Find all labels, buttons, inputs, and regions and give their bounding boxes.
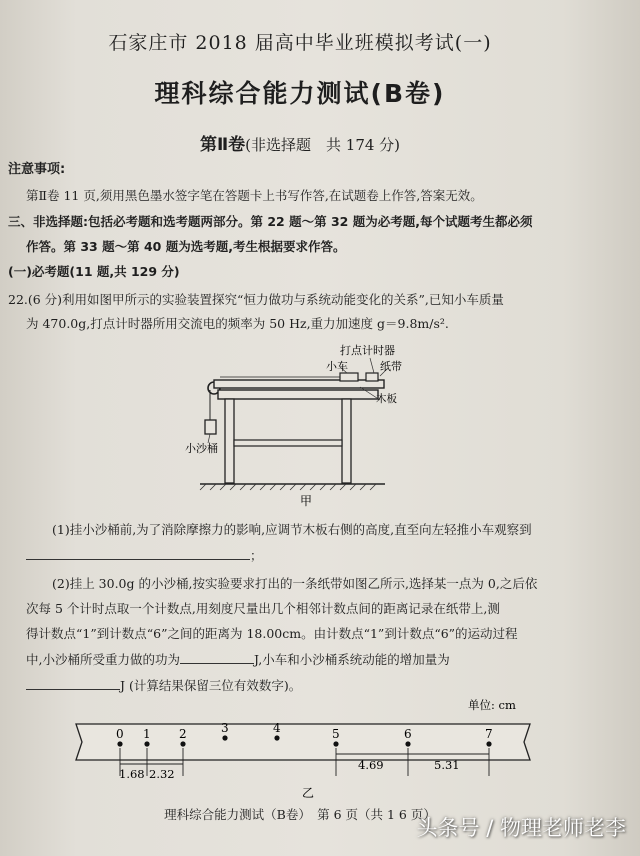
question-line-1: 22.(6 分)利用如图甲所示的实验装置探究“恒力做功与系统动能变化的关系”,已知小车质量 [8,292,504,307]
distance-2-3: 2.32 [149,767,175,781]
notice-line-1: 第Ⅱ卷 11 页,须用黑色墨水签字笔在答题卡上书写作答,在试题卷上作答,答案无效。 [26,188,483,203]
caption-jia: 甲 [300,494,313,508]
section-label: 第Ⅱ卷 [199,135,246,155]
question-line-2: 为 470.0g,打点计时器所用交流电的频率为 50 Hz,重力加速度 g＝9.8m/s². [26,316,449,331]
timer-icon [366,373,378,381]
tape-point-label-7: 7 [485,727,493,741]
tape-point-label-6: 6 [404,727,412,741]
watermark-text: 头条号 / 物理老师老李 [416,816,626,840]
tape-point-label-5: 5 [332,727,340,741]
subquestion-1-line-1: (1)挂小沙桶前,为了消除摩擦力的影响,应调节木板右侧的高度,直至向左轻推小车观察到 [52,522,532,537]
subquestion-1-line-2: ； [26,546,263,564]
tape-point-label-0: 0 [116,727,124,741]
table-leg-right [342,399,351,483]
tape-dot-4 [274,735,279,740]
tape-dot-5 [333,741,338,746]
label-timer: 打点计时器 [340,344,395,357]
tape-dot-7 [486,741,491,746]
tape-dot-0 [117,741,122,746]
notice-heading: 注意事项: [8,162,66,177]
table-crossbar [234,440,342,446]
notice-line-3: 作答。第 33 题～第 40 题为选考题,考生根据要求作答。 [26,239,346,254]
figure-apparatus [180,340,410,515]
distance-5-6: 4.69 [358,758,384,772]
table-leg-left [225,399,234,483]
tape-point-label-4: 4 [273,721,281,735]
answer-blank-3[interactable] [26,677,120,690]
label-board: 木板 [376,393,397,405]
label-tape: 纸带 [380,360,402,373]
subquestion-2-line-1: (2)挂上 30.0g 的小沙桶,按实验要求打出的一条纸带如图乙所示,选择某一点为 0,之后依 [52,576,538,591]
sand-bucket-icon [205,420,216,434]
tape-point-label-1: 1 [143,727,151,741]
distance-6-7: 5.31 [434,758,460,772]
caption-yi: 乙 [302,786,315,800]
answer-blank-2[interactable] [180,651,254,664]
tape-point-label-2: 2 [179,727,187,741]
notice-line-2: 三、非选择题:包括必考题和选考题两部分。第 22 题～第 32 题为必考题,每个试题考生都必须 [8,214,533,229]
table-top [218,390,378,399]
cart-icon [340,373,358,381]
answer-blank-1[interactable] [26,547,250,560]
unit-label: 单位: cm [468,698,516,712]
tape-dot-1 [144,741,149,746]
tape-dot-6 [405,741,410,746]
section-heading [0,130,600,155]
subquestion-2-line-5: J (计算结果保留三位有效数字)。 [26,676,301,694]
subquestion-2-line-3: 得计数点“1”到计数点“6”之间的距离为 18.00cm。由计数点“1”到计数点“6”的运动过程 [26,626,518,641]
tape-dot-2 [180,741,185,746]
section-detail: (非选择题 共 174 分) [245,136,401,154]
label-bucket: 小沙桶 [185,442,218,455]
tape-point-label-3: 3 [221,721,229,735]
tape-dot-3 [222,735,227,740]
exam-title: 石家庄市 2018 届高中毕业班模拟考试(一) [108,32,492,54]
figure-paper-tape [68,696,540,802]
required-part-heading: (一)必考题(11 题,共 129 分) [8,264,180,279]
page-footer: 理科综合能力测试（B卷） 第 6 页（共 1 6 页） [164,807,436,822]
subquestion-2-line-2: 次每 5 个计时点取一个计数点,用刻度尺量出几个相邻计数点间的距离记录在纸带上,测 [26,601,500,616]
ground-hatch [200,484,376,490]
label-cart: 小车 [326,360,348,373]
exam-subtitle: 理科综合能力测试(B卷) [154,79,446,108]
subquestion-2-line-4: 中,小沙桶所受重力做的功为 J,小车和小沙桶系统动能的增加量为 [26,652,450,667]
distance-1-2: 1.68 [119,767,145,781]
